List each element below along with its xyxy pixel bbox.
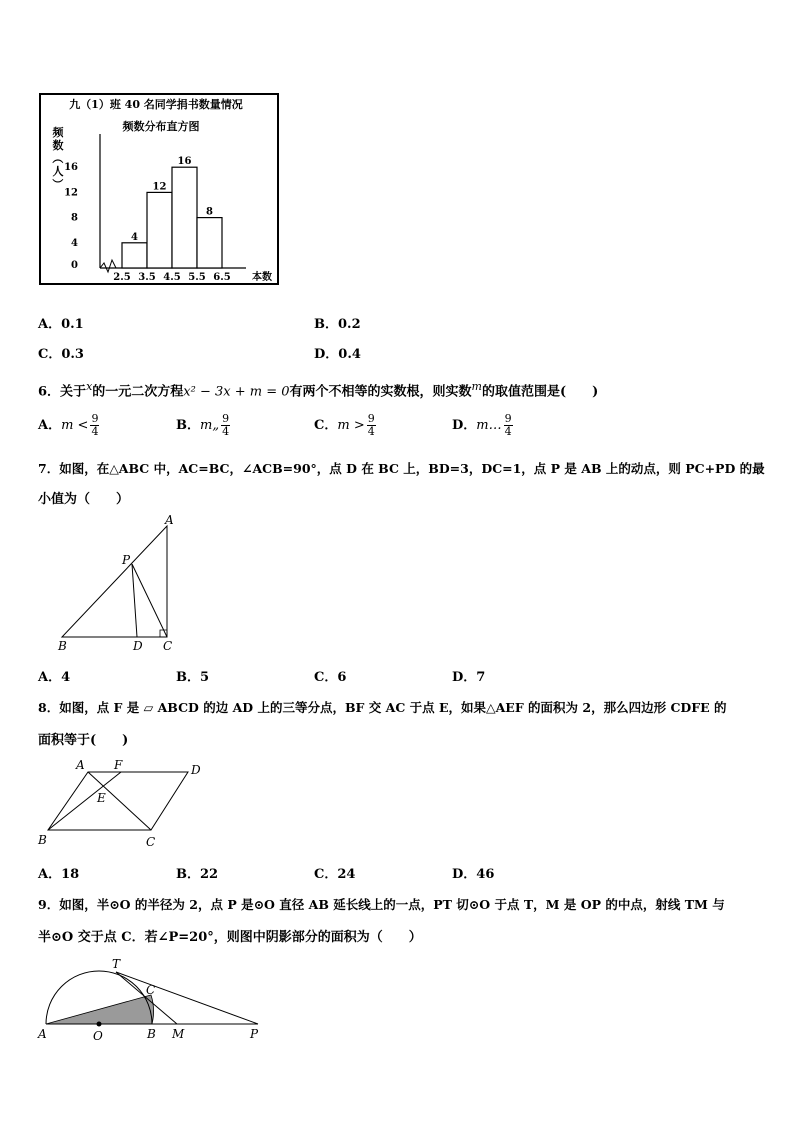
q8-label-f: F [114, 758, 123, 772]
histogram-title-line2: 频数分布直方图 [122, 120, 200, 133]
y-tick-label: 8 [71, 212, 78, 224]
q8-label-a: A [76, 758, 85, 772]
q6-option-a[interactable]: A．m < $\frac{9}{4}$ [38, 412, 99, 438]
q8-label-c: C [146, 835, 156, 849]
q7-stem-line2: 小值为（ ） [38, 492, 130, 507]
y-label-char: （ [51, 152, 64, 164]
histogram-y-label [51, 125, 65, 190]
bar-value-label: 4 [131, 231, 138, 243]
x-tick-label: 5.5 [188, 272, 206, 283]
q7-figure [52, 512, 192, 658]
q7-option-d[interactable]: D．7 [452, 670, 486, 685]
q8-option-d[interactable]: D．46 [452, 867, 495, 882]
histogram-title-line1: 九（1）班 40 名同学捐书数量情况 [69, 98, 243, 111]
y-label-char: ） [51, 178, 64, 190]
y-tick-label: 16 [64, 162, 78, 174]
histogram-chart [36, 90, 282, 290]
q8-label-e: E [97, 791, 106, 805]
q8-label-b: B [38, 833, 47, 847]
histogram-bar [197, 218, 222, 268]
q9-label-p: P [250, 1027, 259, 1041]
q6-option-c[interactable]: C．m > $\frac{9}{4}$ [314, 412, 375, 438]
q9-stem-line2: 半⊙O 交于点 C．若∠P=20°，则图中阴影部分的面积为（ ） [38, 930, 422, 945]
bar-value-label: 16 [177, 156, 192, 168]
q8-stem-line1: 8．如图，点 F 是 ▱ ABCD 的边 AD 上的三等分点，BF 交 AC 于点 E，如果△AEF 的面积为 2，那么四边形 CDFE 的 [38, 700, 727, 715]
q8-option-a[interactable]: A．18 [38, 867, 80, 882]
y-label-char: 人 [52, 165, 64, 178]
q7-label-d: D [133, 639, 143, 653]
q5-option-b[interactable]: B．0.2 [314, 317, 361, 332]
histogram-bar [172, 167, 197, 268]
q9-label-b: B [147, 1027, 156, 1041]
q9-label-m: M [172, 1027, 185, 1041]
q7-option-a[interactable]: A．4 [38, 670, 71, 685]
q9-stem-line1: 9．如图，半⊙O 的半径为 2，点 P 是⊙O 直径 AB 延长线上的一点，PT 切⊙O 于点 T，M 是 OP 的中点，射线 TM 与 [38, 897, 725, 912]
q9-label-o: O [93, 1029, 103, 1043]
q6-option-b[interactable]: B．m„ $\frac{9}{4}$ [176, 412, 230, 438]
q7-option-b[interactable]: B．5 [176, 670, 210, 685]
q7-stem-line1: 7．如图，在△ABC 中，AC=BC，∠ACB=90°，点 D 在 BC 上，BD=3，DC=1，点 P 是 AB 上的动点，则 PC+PD 的最 [38, 461, 765, 476]
q5-option-a[interactable]: A．0.1 [38, 317, 84, 332]
q8-stem-line2: 面积等于( ) [38, 733, 129, 748]
bar-value-label: 8 [206, 206, 213, 218]
q5-option-c[interactable]: C．0.3 [38, 347, 84, 362]
y-label-char: 数 [52, 139, 64, 152]
q7-label-p: P [122, 553, 131, 567]
y-tick-label: 12 [64, 187, 78, 199]
q8-label-d: D [191, 763, 201, 777]
x-tick-label: 6.5 [213, 272, 231, 283]
q7-label-c: C [163, 639, 173, 653]
q7-label-a: A [165, 513, 174, 527]
x-tick-label: 3.5 [138, 272, 156, 283]
q7-option-c[interactable]: C．6 [314, 670, 347, 685]
y-tick-label: 4 [71, 237, 78, 249]
q8-option-c[interactable]: C．24 [314, 867, 356, 882]
q9-label-c: C [146, 983, 156, 997]
histogram-bar [122, 243, 147, 268]
x-tick-label: 2.5 [113, 272, 131, 283]
x-tick-label: 4.5 [163, 272, 181, 283]
y-label-char: 频 [52, 126, 64, 139]
q6-option-d[interactable]: D．m… $\frac{9}{4}$ [452, 412, 512, 438]
q8-figure [36, 756, 216, 852]
histogram-x-label: 本数 [252, 272, 272, 283]
y-tick-label: 0 [71, 260, 78, 271]
q8-option-b[interactable]: B．22 [176, 867, 219, 882]
histogram-bar [147, 192, 172, 268]
bar-value-label: 12 [152, 181, 167, 193]
q9-shaded-region [46, 995, 154, 1024]
q9-label-t: T [112, 957, 121, 971]
q9-figure [36, 952, 266, 1044]
q9-label-a: A [38, 1027, 47, 1041]
q5-option-d[interactable]: D．0.4 [314, 347, 361, 362]
q7-label-b: B [58, 639, 67, 653]
q6-stem: 6．关于$^x$的一元二次方程x² − 3x + m = 0有两个不相等的实数根，则实数$^m$的取值范围是( ) [38, 380, 599, 400]
